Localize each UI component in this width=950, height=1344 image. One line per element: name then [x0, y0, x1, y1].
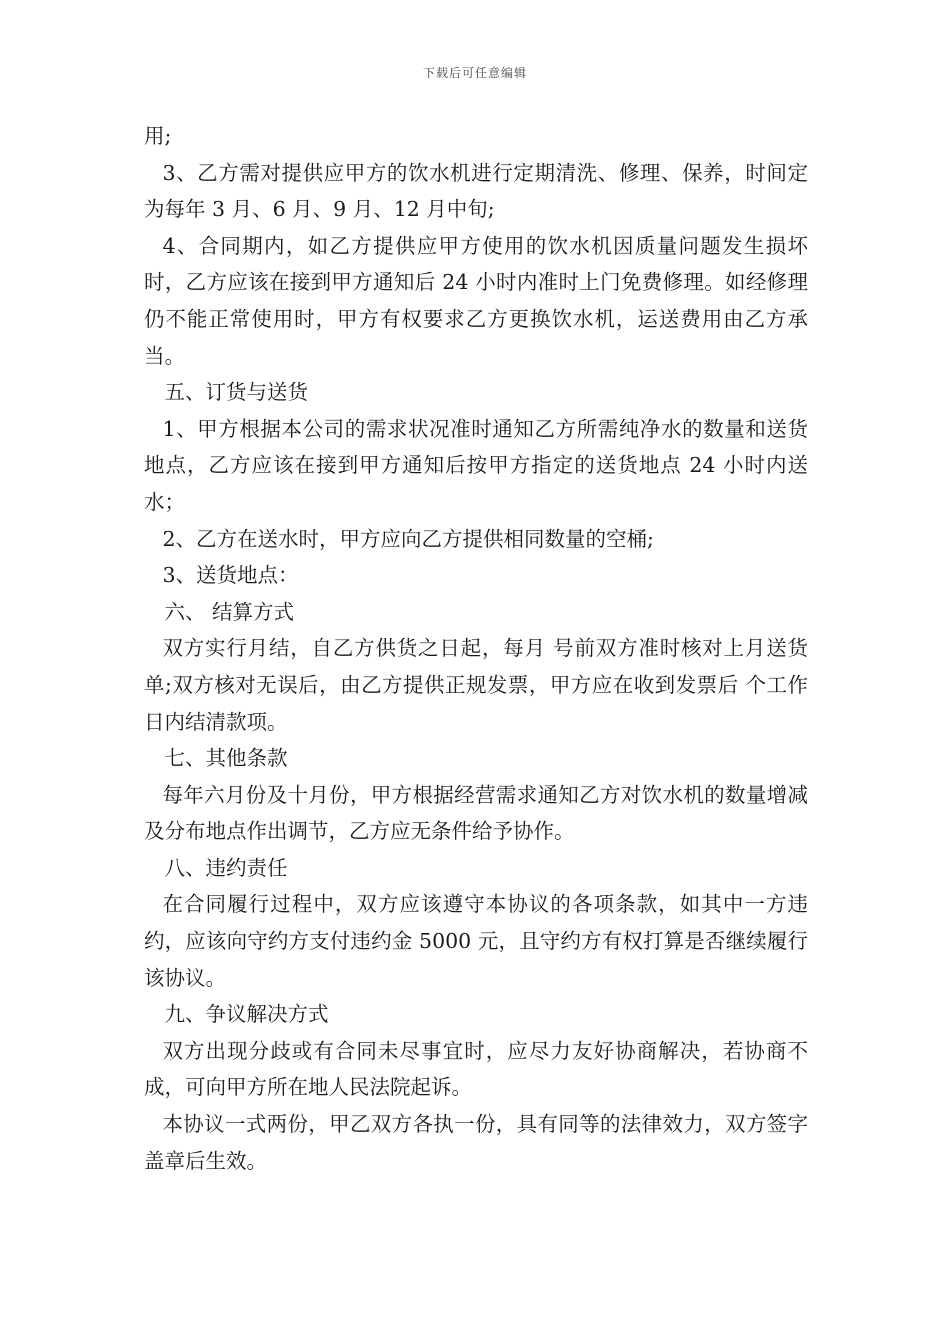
clause-paragraph: 在合同履行过程中，双方应该遵守本协议的各项条款，如其中一方违约，应该向守约方支付违约金 5000 元，且守约方有权打算是否继续履行该协议。 [144, 892, 808, 990]
clause-paragraph: 双方出现分歧或有合同未尽事宜时，应尽力友好协商解决，若协商不成，可向甲方所在地人民法院起诉。 [144, 1038, 808, 1100]
clause-paragraph: 本协议一式两份，甲乙双方各执一份，具有同等的法律效力，双方签字盖章后生效。 [144, 1112, 808, 1173]
clause-paragraph: 2、乙方在送水时，甲方应向乙方提供相同数量的空桶; [162, 526, 654, 551]
section-heading: 八、违约责任 [164, 855, 288, 880]
clause-paragraph: 1、甲方根据本公司的需求状况准时通知乙方所需纯净水的数量和送货地点，乙方应该在接到甲方通知后按甲方指定的送货地点 24 小时内送水； [144, 416, 808, 514]
section-heading: 七、其他条款 [164, 746, 288, 771]
clause-paragraph: 3、送货地点： [162, 563, 299, 588]
clause-paragraph: 4、合同期内，如乙方提供应甲方使用的饮水机因质量问题发生损坏时，乙方应该在接到甲方通知后 24 小时内准时上门免费修理。如经修理仍不能正常使用时，甲方有权要求乙方更换饮水机，运送费用由乙方承当。 [144, 233, 808, 368]
document-body [144, 118, 808, 1179]
section-heading: 六、 结算方式 [164, 599, 295, 624]
section-heading: 九、争议解决方式 [164, 1002, 329, 1027]
section-heading: 五、订货与送货 [164, 380, 308, 405]
page-header: 下载后可任意编辑 [422, 66, 527, 80]
clause-paragraph: 每年六月份及十月份，甲方根据经营需求通知乙方对饮水机的数量增减及分布地点作出调节，乙方应无条件给予协作。 [144, 782, 808, 844]
clause-paragraph: 双方实行月结，自乙方供货之日起，每月 号前双方准时核对上月送货单;双方核对无误后，由乙方提供正规发票，甲方应在收到发票后 个工作日内结清款项。 [144, 636, 808, 734]
paragraph-continuation: 用; [144, 124, 172, 148]
clause-paragraph: 3、乙方需对提供应甲方的饮水机进行定期清洗、修理、保养，时间定为每年 3 月、6 月、9 月、12 月中旬; [144, 160, 808, 222]
